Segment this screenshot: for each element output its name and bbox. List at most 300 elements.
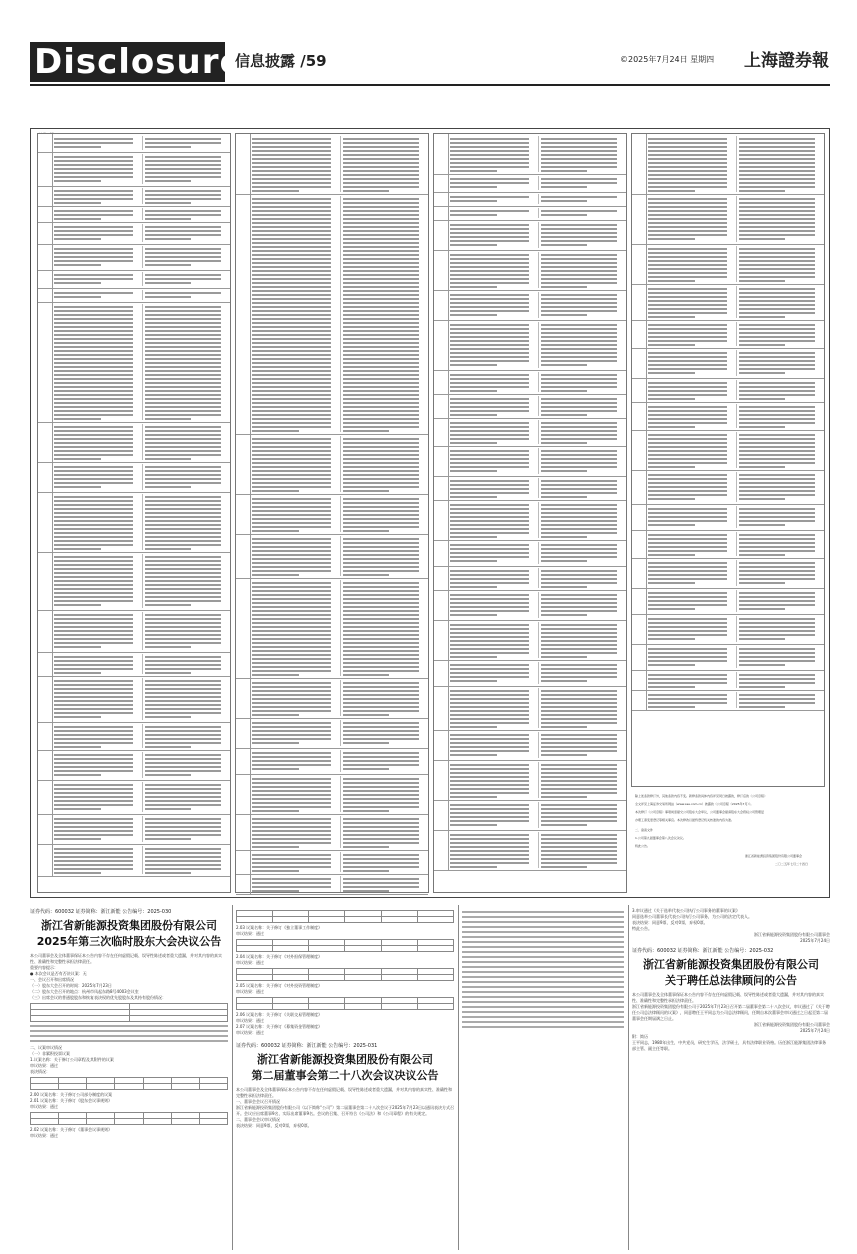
attendance-line: （三）出席会议的普通股股东和恢复表决权的优先股股东及其持有股份情况： bbox=[30, 995, 166, 1000]
original-clause-cell bbox=[450, 322, 536, 368]
revised-clause-cell bbox=[538, 372, 624, 392]
section-heading: 二、董事会会议审议情况 bbox=[236, 1117, 280, 1122]
row-number-cell bbox=[434, 174, 449, 192]
row-number-cell bbox=[38, 152, 53, 186]
row-number-cell bbox=[434, 686, 449, 730]
row-number-cell bbox=[38, 814, 53, 844]
vote-table bbox=[30, 1112, 228, 1125]
original-clause-cell bbox=[54, 272, 140, 286]
revised-clause-cell bbox=[538, 252, 624, 288]
original-clause-cell bbox=[54, 424, 140, 460]
row-number-cell bbox=[632, 244, 647, 284]
revised-clause-cell bbox=[538, 420, 624, 444]
amendment-row bbox=[632, 558, 824, 589]
row-number-cell bbox=[632, 470, 647, 504]
revised-clause-cell bbox=[340, 680, 426, 716]
row-number-cell bbox=[38, 552, 53, 610]
row-number-cell bbox=[434, 660, 449, 686]
amendment-row bbox=[38, 244, 230, 271]
amendment-row bbox=[632, 530, 824, 559]
amendment-row bbox=[632, 320, 824, 349]
amendment-row bbox=[38, 652, 230, 677]
revised-clause-cell bbox=[142, 290, 228, 300]
row-number-cell bbox=[236, 534, 251, 578]
intro-text: 本公司董事会及全体董事保证本公告内容不存在任何虚假记载、误导性陈述或者重大遗漏，并对其内容的真实性、准确性和完整性承担法律责任。 bbox=[236, 1087, 452, 1098]
row-number-cell bbox=[632, 588, 647, 614]
revised-clause-cell bbox=[538, 222, 624, 248]
row-number-cell bbox=[236, 850, 251, 874]
amendment-row bbox=[632, 402, 824, 431]
footer-date: 二〇二五年七月二十四日 bbox=[775, 862, 809, 866]
amendment-row bbox=[236, 850, 428, 875]
announcement-meta: 证券代码：600032 证券简称：浙江新能 公告编号：2025-032 bbox=[632, 948, 774, 954]
signature-company: 浙江省新能源投资集团股份有限公司董事会 bbox=[754, 932, 830, 937]
meeting-date: （一）股东大会召开的时间：2025年7月23日 bbox=[30, 983, 112, 988]
masthead-rule bbox=[30, 84, 830, 86]
original-clause-cell bbox=[450, 396, 536, 416]
amendment-row bbox=[632, 470, 824, 505]
original-clause-cell bbox=[54, 724, 140, 748]
amendment-row bbox=[434, 220, 626, 251]
row-number-cell bbox=[632, 320, 647, 348]
revised-clause-cell bbox=[736, 692, 822, 708]
table-column-2 bbox=[235, 133, 429, 893]
original-clause-cell bbox=[450, 292, 536, 318]
original-clause-cell bbox=[450, 802, 536, 828]
amendment-row bbox=[236, 134, 428, 195]
amendment-row bbox=[632, 670, 824, 691]
original-clause-cell bbox=[648, 560, 734, 586]
vote-table bbox=[30, 1077, 228, 1090]
original-clause-cell bbox=[54, 846, 140, 874]
original-clause-cell bbox=[54, 304, 140, 420]
board-resolution-continued bbox=[462, 908, 624, 1248]
amendment-row bbox=[434, 290, 626, 321]
row-number-cell bbox=[236, 874, 251, 894]
original-clause-cell bbox=[252, 852, 338, 872]
revised-clause-cell bbox=[538, 292, 624, 318]
signature-date: 2025年7月24日 bbox=[800, 1028, 830, 1033]
meeting-resolution-announcement bbox=[30, 908, 228, 1248]
row-number-cell bbox=[236, 718, 251, 748]
revised-clause-cell bbox=[340, 536, 426, 576]
row-number-cell bbox=[434, 192, 449, 206]
key-points: 重要内容提示： bbox=[30, 965, 58, 970]
title-line: 浙江省新能源投资集团股份有限公司 bbox=[41, 919, 217, 932]
original-clause-cell bbox=[450, 448, 536, 474]
revised-clause-cell bbox=[736, 350, 822, 376]
revised-clause-cell bbox=[538, 622, 624, 658]
amendment-row bbox=[632, 588, 824, 615]
original-clause-cell bbox=[54, 554, 140, 608]
intro-text: 本公司董事会及全体董事保证本公告内容不存在任何虚假记载、误导性陈述或者重大遗漏，并对其内容的真实性、准确性和完整性承担法律责任。 bbox=[30, 953, 222, 964]
amendment-row bbox=[38, 676, 230, 723]
row-number-cell bbox=[632, 378, 647, 402]
amendment-row bbox=[38, 222, 230, 245]
original-clause-cell bbox=[450, 502, 536, 538]
original-clause-cell bbox=[450, 222, 536, 248]
row-number-cell bbox=[434, 566, 449, 590]
amendment-row bbox=[434, 830, 626, 871]
row-number-cell bbox=[434, 446, 449, 476]
original-clause-cell bbox=[450, 208, 536, 218]
revised-clause-cell bbox=[142, 224, 228, 242]
revised-clause-cell bbox=[736, 322, 822, 346]
revised-clause-cell bbox=[736, 404, 822, 428]
row-number-cell bbox=[632, 530, 647, 558]
table-column-1 bbox=[37, 133, 231, 893]
revised-clause-cell bbox=[538, 688, 624, 728]
resolution-result: 审议结果：通过 bbox=[236, 989, 264, 994]
row-number-cell bbox=[434, 250, 449, 290]
original-clause-cell bbox=[54, 188, 140, 204]
resolution-item: 1.议案名称：关于修订公司章程及其附件的议案 bbox=[30, 1057, 114, 1062]
resolution-item: 3.审议通过《关于选举代表公司执行公司事务的董事的议案》 bbox=[632, 908, 740, 913]
original-clause-cell bbox=[252, 536, 338, 576]
row-number-cell bbox=[38, 186, 53, 206]
row-number-cell bbox=[434, 320, 449, 370]
revised-clause-cell bbox=[340, 816, 426, 848]
row-number-cell bbox=[434, 620, 449, 660]
row-number-cell bbox=[38, 610, 53, 652]
section-heading: 一、会议召开和出席情况 bbox=[30, 977, 74, 982]
board-announcement-ending bbox=[632, 908, 830, 944]
revised-clause-cell bbox=[736, 380, 822, 400]
intro-text: 本公司董事会及全体董事保证本公告内容不存在任何虚假记载、误导性陈述或者重大遗漏，并对其内容的真实性、准确性和完整性承担法律责任。 bbox=[632, 992, 824, 1003]
amendment-row bbox=[38, 844, 230, 877]
amendment-row bbox=[236, 494, 428, 535]
resolution-item: 2.00 议案名称：关于修订公司部分制度的议案 bbox=[30, 1092, 113, 1097]
original-clause-cell bbox=[252, 816, 338, 848]
original-clause-cell bbox=[648, 646, 734, 668]
original-clause-cell bbox=[450, 832, 536, 868]
revised-clause-cell bbox=[142, 846, 228, 874]
row-number-cell bbox=[434, 500, 449, 540]
amendment-row bbox=[434, 620, 626, 661]
revised-clause-cell bbox=[340, 720, 426, 746]
original-clause-cell bbox=[252, 876, 338, 892]
amendment-row bbox=[38, 152, 230, 187]
amendment-row bbox=[434, 590, 626, 621]
row-number-cell bbox=[434, 476, 449, 500]
revised-clause-cell bbox=[340, 852, 426, 872]
amendment-row bbox=[434, 394, 626, 419]
row-number-cell bbox=[38, 134, 53, 152]
amendment-row bbox=[632, 644, 824, 671]
amendment-row bbox=[434, 500, 626, 541]
amendment-row bbox=[434, 800, 626, 831]
row-number-cell bbox=[434, 220, 449, 250]
original-clause-cell bbox=[648, 472, 734, 502]
amendment-row bbox=[236, 718, 428, 749]
resolution-item: 2.03 议案名称：关于修订《独立董事工作制度》 bbox=[236, 925, 323, 930]
original-clause-cell bbox=[252, 136, 338, 192]
sub-heading: （一）非累积投票议案 bbox=[30, 1051, 70, 1056]
disclosure-logo: Disclosure bbox=[30, 42, 225, 82]
row-number-cell bbox=[632, 402, 647, 430]
revised-clause-cell bbox=[142, 494, 228, 550]
revised-clause-cell bbox=[736, 646, 822, 668]
amendment-row bbox=[38, 780, 230, 815]
revised-clause-cell bbox=[142, 424, 228, 460]
signature-date: 2025年7月24日 bbox=[800, 938, 830, 943]
amendment-row bbox=[38, 186, 230, 207]
revised-clause-cell bbox=[538, 802, 624, 828]
amendment-row bbox=[434, 250, 626, 291]
resolution-item: 2.04 议案名称：关于修订《对外担保管理制度》 bbox=[236, 954, 323, 959]
amendment-footer bbox=[635, 794, 821, 894]
row-number-cell bbox=[632, 504, 647, 530]
column-divider bbox=[458, 905, 459, 1250]
section-heading: 一、董事会会议召开情况 bbox=[236, 1099, 280, 1104]
amendment-row bbox=[236, 678, 428, 719]
original-clause-cell bbox=[648, 590, 734, 612]
body-text: 同意选举公司董事长代表公司执行公司事务，为公司的法定代表人。 bbox=[632, 914, 752, 919]
table-column-4 bbox=[631, 133, 825, 787]
original-clause-cell bbox=[54, 816, 140, 842]
title-line: 第二届董事会第二十八次会议决议公告 bbox=[251, 1069, 439, 1082]
amendment-row bbox=[632, 690, 824, 711]
original-clause-cell bbox=[54, 224, 140, 242]
revised-clause-cell bbox=[538, 592, 624, 618]
original-clause-cell bbox=[54, 494, 140, 550]
row-number-cell bbox=[632, 430, 647, 470]
resolution-result: 审议结果：通过 bbox=[236, 1018, 264, 1023]
footer-notice: 特此公告。 bbox=[635, 844, 651, 848]
revised-clause-cell bbox=[340, 136, 426, 192]
original-clause-cell bbox=[54, 752, 140, 778]
announcement-body bbox=[632, 992, 830, 1052]
signature-company: 浙江省新能源投资集团股份有限公司董事会 bbox=[754, 1022, 830, 1027]
amendment-row bbox=[236, 534, 428, 579]
amendment-row bbox=[38, 134, 230, 153]
vote-result: 表决结果：同意9票，反对0票，弃权0票。 bbox=[236, 1123, 312, 1128]
original-clause-cell bbox=[648, 380, 734, 400]
amendment-row bbox=[38, 288, 230, 303]
amendment-row bbox=[434, 660, 626, 687]
announcement-title bbox=[30, 917, 228, 949]
revised-clause-cell bbox=[340, 436, 426, 492]
amendment-row bbox=[38, 750, 230, 781]
original-clause-cell bbox=[252, 750, 338, 772]
amendment-row bbox=[38, 722, 230, 751]
legal-counsel-announcement bbox=[632, 908, 830, 1248]
row-number-cell bbox=[38, 270, 53, 288]
resolution-item: 2.07 议案名称：关于修订《募集资金管理制度》 bbox=[236, 1024, 323, 1029]
amendment-row bbox=[236, 194, 428, 435]
row-number-cell bbox=[236, 494, 251, 534]
resolution-result: 审议结果：通过 bbox=[236, 931, 264, 936]
revised-clause-cell bbox=[538, 502, 624, 538]
original-clause-cell bbox=[450, 762, 536, 798]
amendment-row bbox=[632, 348, 824, 379]
row-number-cell bbox=[632, 690, 647, 710]
original-clause-cell bbox=[648, 506, 734, 528]
original-clause-cell bbox=[54, 782, 140, 812]
vote-line: 表决情况： bbox=[30, 1069, 50, 1074]
revised-clause-cell bbox=[538, 762, 624, 798]
row-number-cell bbox=[236, 814, 251, 850]
amendment-row bbox=[38, 814, 230, 845]
row-number-cell bbox=[434, 290, 449, 320]
amendment-row bbox=[434, 418, 626, 447]
original-clause-cell bbox=[450, 478, 536, 498]
row-number-cell bbox=[434, 800, 449, 830]
revised-clause-cell bbox=[736, 616, 822, 642]
row-number-cell bbox=[236, 134, 251, 194]
original-clause-cell bbox=[54, 290, 140, 300]
footer-line: 除上述条款修订外，其他条款内容不变。新修条款具体内容详见同日披露的，修订后的《公司章程》 bbox=[635, 794, 768, 798]
resolution-result: 审议结果：通过 bbox=[30, 1063, 58, 1068]
revised-clause-cell bbox=[736, 286, 822, 318]
revised-clause-cell bbox=[142, 554, 228, 608]
row-number-cell bbox=[236, 678, 251, 718]
row-number-cell bbox=[434, 134, 449, 174]
masthead bbox=[30, 36, 830, 88]
row-number-cell bbox=[38, 462, 53, 492]
amendment-row bbox=[434, 370, 626, 395]
amendment-row bbox=[632, 284, 824, 321]
amendment-row bbox=[434, 686, 626, 731]
revised-clause-cell bbox=[736, 560, 822, 586]
original-clause-cell bbox=[648, 196, 734, 242]
meeting-place: （二）股东大会召开的地点：杭州市凤起东路8号4003会议室 bbox=[30, 989, 139, 994]
revised-clause-cell bbox=[736, 506, 822, 528]
row-number-cell bbox=[632, 644, 647, 670]
original-clause-cell bbox=[54, 654, 140, 674]
amendment-row bbox=[38, 462, 230, 493]
amendment-row bbox=[236, 774, 428, 815]
original-clause-cell bbox=[252, 720, 338, 746]
revised-clause-cell bbox=[142, 612, 228, 650]
amendment-row bbox=[632, 194, 824, 245]
row-number-cell bbox=[236, 578, 251, 678]
revised-clause-cell bbox=[340, 876, 426, 892]
resolution-item: 2.06 议案名称：关于修订《关联交易管理制度》 bbox=[236, 1012, 323, 1017]
original-clause-cell bbox=[450, 136, 536, 172]
announcement-title bbox=[236, 1051, 454, 1083]
announcement-meta: 证券代码：600032 证券简称：浙江新能 公告编号：2025-030 bbox=[30, 909, 172, 915]
amendment-row bbox=[236, 874, 428, 895]
original-clause-cell bbox=[54, 208, 140, 220]
revised-clause-cell bbox=[340, 776, 426, 812]
row-number-cell bbox=[434, 730, 449, 760]
row-number-cell bbox=[632, 558, 647, 588]
revised-clause-cell bbox=[736, 532, 822, 556]
row-number-cell bbox=[236, 194, 251, 434]
footer-line: 办理工商变更登记等相关事宜。本次修改以最终登记机关核准的内容为准。 bbox=[635, 818, 735, 822]
row-number-cell bbox=[434, 394, 449, 418]
original-clause-cell bbox=[648, 286, 734, 318]
row-number-cell bbox=[38, 206, 53, 222]
row-number-cell bbox=[434, 830, 449, 870]
revised-clause-cell bbox=[736, 196, 822, 242]
resolution-item: 2.05 议案名称：关于修订《对外投资管理制度》 bbox=[236, 983, 323, 988]
revised-clause-cell bbox=[142, 188, 228, 204]
footer-company: 浙江省新能源投资集团股份有限公司董事会 bbox=[745, 854, 803, 858]
row-number-cell bbox=[38, 652, 53, 676]
continued-body bbox=[462, 911, 624, 1028]
resume-label: 附：简历 bbox=[632, 1034, 648, 1039]
original-clause-cell bbox=[450, 194, 536, 204]
revised-clause-cell bbox=[538, 194, 624, 204]
row-number-cell bbox=[38, 422, 53, 462]
vote-table bbox=[236, 997, 454, 1010]
vote-table bbox=[236, 968, 454, 981]
revised-clause-cell bbox=[340, 496, 426, 532]
original-clause-cell bbox=[648, 532, 734, 556]
revised-clause-cell bbox=[142, 272, 228, 286]
original-clause-cell bbox=[450, 688, 536, 728]
revised-clause-cell bbox=[142, 208, 228, 220]
vote-results-continued bbox=[236, 910, 454, 1036]
row-number-cell bbox=[434, 760, 449, 800]
revised-clause-cell bbox=[538, 448, 624, 474]
revised-clause-cell bbox=[538, 542, 624, 564]
original-clause-cell bbox=[450, 252, 536, 288]
amendment-row bbox=[632, 378, 824, 403]
vote-result: 表决结果：同意9票，反对0票，弃权0票。 bbox=[632, 920, 708, 925]
original-clause-cell bbox=[648, 404, 734, 428]
amendment-row bbox=[38, 422, 230, 463]
revised-clause-cell bbox=[538, 568, 624, 588]
amendment-row bbox=[434, 566, 626, 591]
amendment-row bbox=[434, 446, 626, 477]
original-clause-cell bbox=[54, 154, 140, 184]
resolution-result: 审议结果：通过 bbox=[30, 1133, 58, 1138]
row-number-cell bbox=[38, 750, 53, 780]
amendment-row bbox=[434, 192, 626, 207]
amendment-row bbox=[434, 206, 626, 221]
resolution-item: 2.01 议案名称：关于修订《股东会议事规则》 bbox=[30, 1098, 113, 1103]
amendment-row bbox=[434, 730, 626, 761]
original-clause-cell bbox=[252, 680, 338, 716]
original-clause-cell bbox=[648, 672, 734, 688]
original-clause-cell bbox=[648, 322, 734, 346]
revised-clause-cell bbox=[538, 832, 624, 868]
row-number-cell bbox=[632, 614, 647, 644]
amendment-row bbox=[38, 492, 230, 553]
revised-clause-cell bbox=[142, 246, 228, 268]
announcement-meta: 证券代码：600032 证券简称：浙江新能 公告编号：2025-031 bbox=[236, 1043, 378, 1049]
revised-clause-cell bbox=[340, 196, 426, 432]
revised-clause-cell bbox=[538, 322, 624, 368]
board-resolution-announcement bbox=[236, 908, 454, 1248]
revised-clause-cell bbox=[736, 672, 822, 688]
revised-clause-cell bbox=[538, 176, 624, 190]
resolution-item: 2.02 议案名称：关于修订《董事会议事规则》 bbox=[30, 1127, 113, 1132]
original-clause-cell bbox=[648, 432, 734, 468]
revised-clause-cell bbox=[340, 580, 426, 676]
original-clause-cell bbox=[648, 136, 734, 192]
revised-clause-cell bbox=[736, 590, 822, 612]
vote-table bbox=[236, 939, 454, 952]
amendment-row bbox=[632, 504, 824, 531]
row-number-cell bbox=[38, 722, 53, 750]
original-clause-cell bbox=[450, 622, 536, 658]
original-clause-cell bbox=[54, 678, 140, 720]
amendment-row bbox=[434, 540, 626, 567]
amendment-row bbox=[38, 552, 230, 611]
rejected-note: ● 本次会议是否有否决议案：无 bbox=[30, 971, 87, 976]
vote-table bbox=[236, 910, 454, 923]
amendment-row bbox=[236, 814, 428, 851]
original-clause-cell bbox=[450, 420, 536, 444]
original-clause-cell bbox=[54, 136, 140, 150]
amendment-row bbox=[632, 614, 824, 645]
announcement-body bbox=[236, 1087, 454, 1129]
original-clause-cell bbox=[450, 542, 536, 564]
